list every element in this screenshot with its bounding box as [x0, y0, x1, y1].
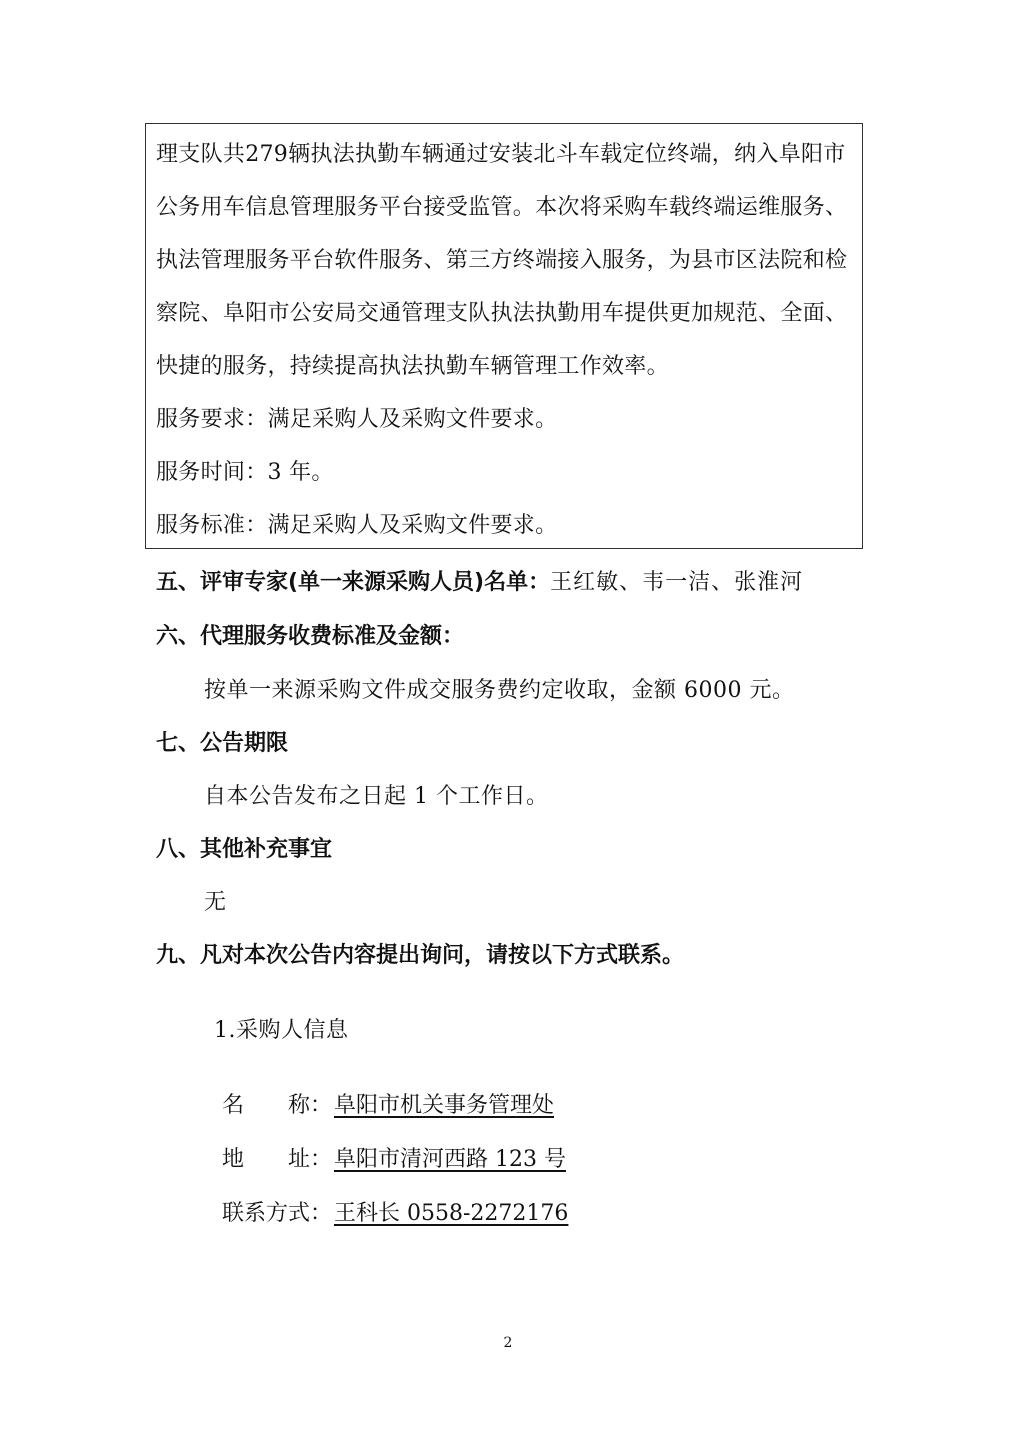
purchaser-name-value: 阜阳市机关事务管理处: [334, 1093, 555, 1118]
section-6-heading: 六、代理服务收费标准及金额：: [156, 624, 465, 649]
purchaser-name-label: 名 称：: [222, 1093, 333, 1118]
section-7-heading: 七、公告期限: [156, 731, 289, 756]
description-box: [145, 123, 863, 549]
purchaser-address-row: [222, 1142, 566, 1173]
section-5-heading: [156, 565, 803, 596]
purchaser-address-value: 阜阳市清河西路 123 号: [334, 1147, 566, 1172]
purchaser-info-subheading: 1.采购人信息: [214, 1018, 349, 1043]
purchaser-address-label: 地 址：: [222, 1147, 333, 1172]
section-7-text: 自本公告发布之日起 1 个工作日。: [204, 784, 549, 809]
purchaser-contact-row: [222, 1196, 568, 1227]
purchaser-name-row: [222, 1088, 554, 1119]
service-standard: 服务标准：满足采购人及采购文件要求。: [156, 513, 558, 538]
box-line-2: 公务用车信息管理服务平台接受监管。本次将采购车载终端运维服务、: [156, 195, 848, 220]
service-requirement: 服务要求：满足采购人及采购文件要求。: [156, 407, 558, 432]
service-time: 服务时间：3 年。: [156, 460, 334, 485]
page-number: 2: [503, 1335, 513, 1351]
purchaser-contact-value: 王科长 0558-2272176: [334, 1201, 569, 1226]
section-5-title: 五、评审专家(单一来源采购人员)名单：: [156, 570, 551, 595]
expert-names: 王红敏、韦一洁、张淮河: [550, 570, 804, 595]
section-6-text: 按单一来源采购文件成交服务费约定收取，金额 6000 元。: [204, 678, 795, 703]
section-8-heading: 八、其他补充事宜: [156, 837, 333, 862]
purchaser-contact-label: 联系方式：: [222, 1201, 333, 1226]
section-9-heading: 九、凡对本次公告内容提出询问，请按以下方式联系。: [156, 943, 685, 968]
box-line-4: 察院、阜阳市公安局交通管理支队执法执勤用车提供更加规范、全面、: [156, 301, 848, 326]
box-line-5: 快捷的服务，持续提高执法执勤车辆管理工作效率。: [156, 354, 669, 379]
box-line-3: 执法管理服务平台软件服务、第三方终端接入服务，为县市区法院和检: [156, 248, 848, 273]
box-line-1: 理支队共279辆执法执勤车辆通过安装北斗车载定位终端，纳入阜阳市: [156, 142, 846, 167]
section-8-text: 无: [204, 890, 227, 915]
